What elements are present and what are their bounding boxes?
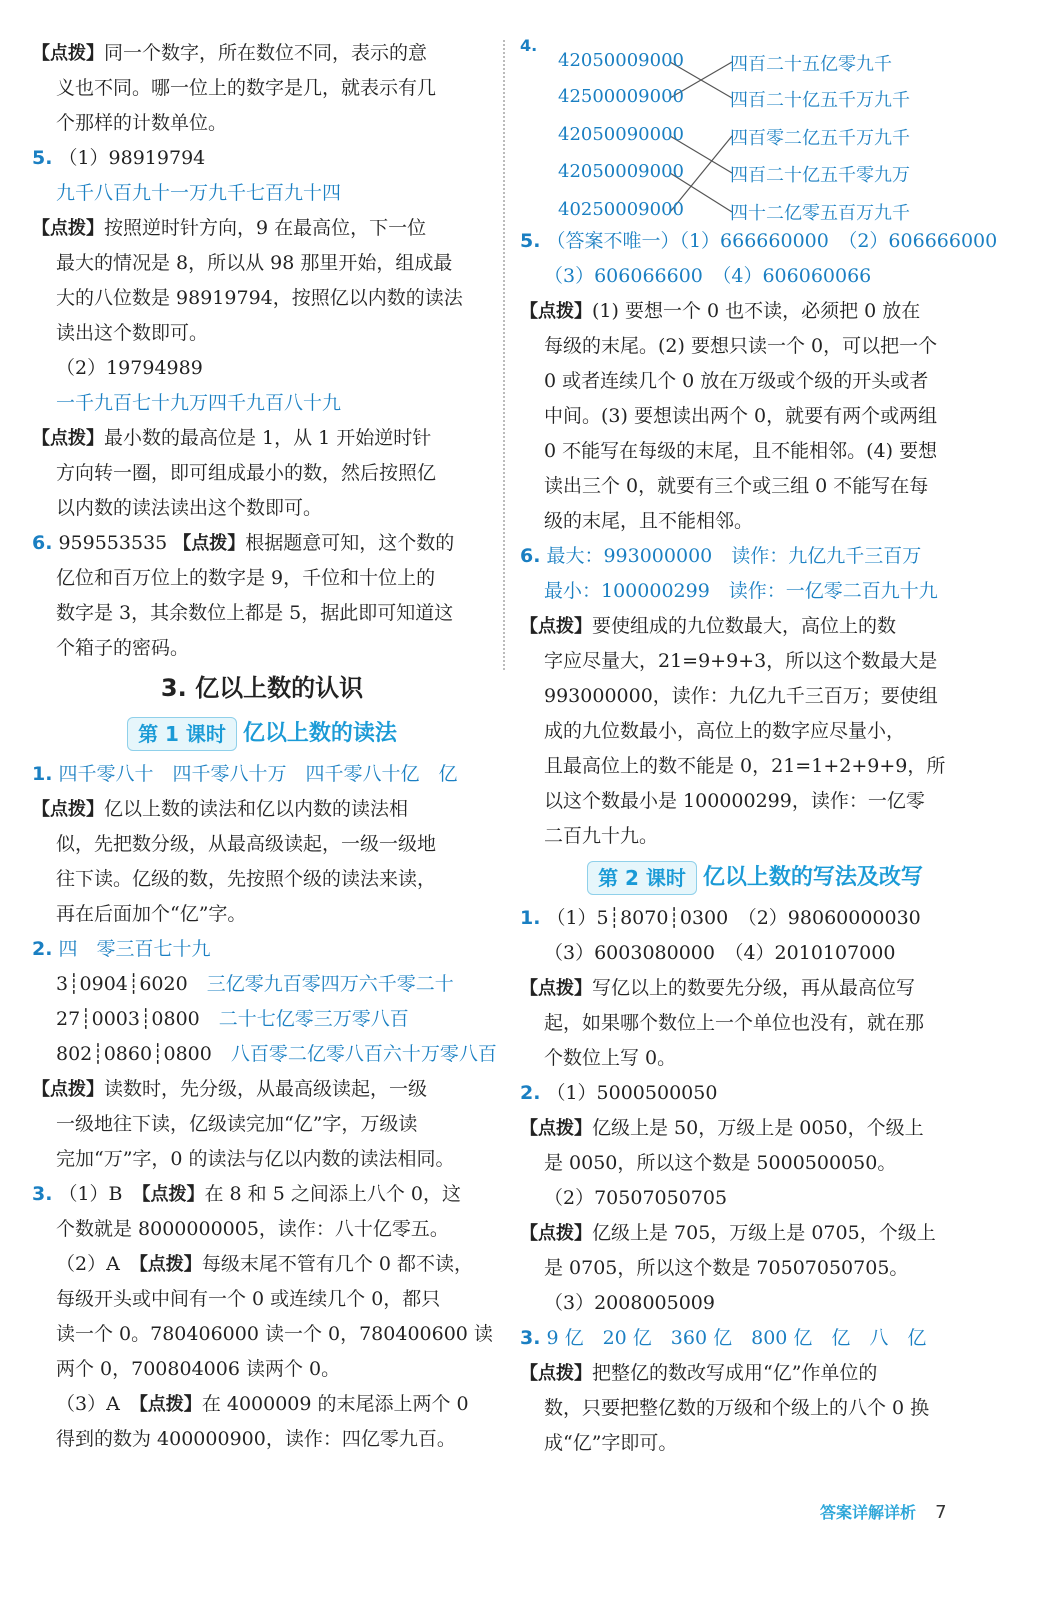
line-text: 802┊0860┊0800	[56, 1042, 231, 1065]
line-text: 最大的情况是 8，所以从 98 那里开始，组成最	[56, 252, 453, 274]
line-text: 三亿零九百零四万六千零二十	[206, 972, 454, 995]
text-line	[32, 421, 492, 456]
line-text: 方向转一圈，即可组成最小的数，然后按照亿	[56, 462, 437, 484]
line-text: 以这个数最小是 100000299，读作：一亿零	[544, 790, 925, 812]
line-text: （2）19794989	[56, 357, 203, 379]
hint-tag: 【点拨】	[32, 428, 104, 449]
line-text: （1）5000500050	[546, 1081, 718, 1104]
line-text: 把整亿的数改写成用“亿”作单位的	[592, 1361, 878, 1384]
text-line	[32, 1387, 492, 1422]
match-right-1: 四百二十五亿零九千	[730, 54, 892, 75]
line-text: 亿以上数的读法和亿以内数的读法相	[104, 797, 409, 820]
question-number: 5.	[32, 147, 53, 169]
line-text: 最小：100000299 读作：一亿零二百九十九	[544, 580, 938, 602]
line-text: 亿级上是 50，万级上是 0050，个级上	[592, 1116, 924, 1139]
text-line	[520, 539, 990, 574]
text-line	[32, 386, 492, 421]
text-line	[520, 574, 990, 609]
line-text: （3）606066600 （4）606060066	[544, 265, 872, 287]
text-line	[520, 609, 990, 644]
match-left-5: 40250009000	[558, 199, 684, 220]
hint-tag: 【点拨】	[520, 1117, 592, 1139]
line-text: 成“亿”字即可。	[544, 1431, 678, 1454]
hint-tag: 【点拨】	[520, 977, 592, 999]
match-left-2: 42500009000	[558, 86, 684, 107]
line-text: 在 8 和 5 之间添上八个 0，这	[204, 1182, 461, 1205]
line-text: 数字是 3，其余数位上都是 5，据此即可知道这	[56, 602, 454, 624]
line-text: 按照逆时针方向，9 在最高位，下一位	[104, 217, 427, 239]
line-text: 最小数的最高位是 1，从 1 开始逆时针	[104, 427, 432, 449]
text-line	[32, 1177, 492, 1212]
line-text: 读数时，先分级，从最高级读起，一级	[104, 1077, 428, 1100]
line-text: （1）98919794	[58, 147, 206, 169]
hint-tag: 【点拨】	[173, 533, 246, 554]
lesson-badge: 第 1 课时	[127, 717, 237, 751]
text-line	[32, 631, 492, 666]
text-line	[32, 456, 492, 491]
line-text: 似，先把数分级，从最高级读起，一级一级地	[56, 832, 437, 855]
text-line	[32, 1072, 492, 1107]
lesson-badge: 第 2 课时	[587, 861, 697, 895]
text-line	[32, 1422, 492, 1457]
text-line	[32, 1247, 492, 1282]
column-divider	[503, 40, 505, 670]
text-line	[32, 526, 492, 561]
text-line	[520, 1216, 990, 1251]
text-line	[520, 1146, 990, 1181]
text-line	[32, 827, 492, 862]
text-line	[520, 749, 990, 784]
text-line	[520, 1181, 990, 1216]
text-line	[32, 1037, 497, 1072]
text-line	[32, 176, 492, 211]
matching-exercise	[520, 36, 990, 224]
page-number: 7	[935, 1502, 947, 1523]
left-column	[32, 36, 497, 1457]
left-answer-block	[32, 36, 492, 666]
lesson-1-answers	[32, 757, 497, 1457]
text-line	[520, 1356, 990, 1391]
text-line	[32, 932, 492, 967]
line-text: 得到的数为 400000900，读作：四亿零九百。	[56, 1427, 456, 1450]
text-line	[32, 1212, 492, 1247]
text-line	[32, 1282, 492, 1317]
match-right-5: 四十二亿零五百万九千	[730, 203, 910, 224]
text-line	[32, 351, 492, 386]
text-line	[32, 897, 492, 932]
text-line	[32, 1002, 492, 1037]
text-line	[520, 644, 990, 679]
hint-tag: 【点拨】	[520, 1222, 592, 1244]
right-column	[520, 36, 998, 1461]
line-text: 再在后面加个“亿”字。	[56, 902, 247, 925]
text-line	[32, 281, 492, 316]
text-line	[32, 1142, 492, 1177]
line-text: 0 或者连续几个 0 放在万级或个级的开头或者	[544, 370, 929, 392]
hint-tag: 【点拨】	[32, 1078, 104, 1100]
hint-tag: 【点拨】	[138, 1253, 202, 1275]
text-line	[32, 211, 492, 246]
question-number: 2.	[32, 937, 53, 960]
line-text: 个那样的计数单位。	[56, 112, 228, 134]
hint-tag: 【点拨】	[520, 616, 592, 637]
line-text: 四千零八十 四千零八十万 四千零八十亿 亿	[58, 762, 458, 785]
section-title: 3. 亿以上数的认识	[160, 674, 364, 702]
line-text: 每级开头或中间有一个 0 或连续几个 0，都只	[56, 1287, 441, 1310]
line-text: 九千八百九十一万九千七百九十四	[56, 182, 342, 204]
line-text: （1）B	[58, 1182, 142, 1205]
lesson-title: 亿以上数的写法及改写	[702, 864, 923, 890]
line-text: 字应尽量大，21=9+9+3，所以这个数最大是	[544, 650, 938, 672]
match-right-2: 四百二十亿五千万九千	[730, 90, 910, 111]
line-text: 起，如果哪个数位上一个单位也没有，就在那	[544, 1011, 925, 1034]
line-text: 同一个数字，所在数位不同，表示的意	[104, 42, 428, 64]
text-line	[32, 561, 492, 596]
text-line	[32, 792, 492, 827]
line-text: 二百九十九。	[544, 825, 659, 847]
line-text: 27┊0003┊0800	[56, 1007, 219, 1030]
text-line	[520, 469, 990, 504]
line-text: 两个 0，700804006 读两个 0。	[56, 1357, 341, 1380]
match-right-4: 四百二十亿五千零九万	[730, 165, 910, 186]
line-text: （2）A	[56, 1252, 139, 1275]
match-left-4: 42050009000	[558, 161, 684, 182]
text-line	[520, 1391, 990, 1426]
line-text: 一级地往下读，亿级读完加“亿”字，万级读	[56, 1112, 418, 1135]
match-left-3: 42050090000	[558, 124, 684, 145]
text-line	[520, 434, 990, 469]
line-text: 写亿以上的数要先分级，再从最高位写	[592, 976, 916, 999]
match-right-3: 四百零二亿五千万九千	[730, 128, 910, 149]
text-line	[520, 1111, 990, 1146]
text-line	[32, 141, 492, 176]
text-line	[32, 1317, 492, 1352]
line-text: 是 0705，所以这个数是 70507050705。	[544, 1256, 909, 1279]
text-line	[520, 294, 990, 329]
line-text: (1) 要想一个 0 也不读，必须把 0 放在	[592, 300, 921, 322]
text-line	[520, 259, 990, 294]
line-text: （答案不唯一）（1）666660000 （2）606666000	[546, 230, 998, 252]
line-text: 完加“万”字，0 的读法与亿以内数的读法相同。	[56, 1147, 455, 1170]
line-text: 往下读。亿级的数，先按照个级的读法来读，	[56, 867, 437, 890]
line-text: 级的末尾，且不能相邻。	[544, 510, 754, 532]
line-text: 读一个 0。780406000 读一个 0，780400600 读	[56, 1322, 493, 1345]
text-line	[520, 364, 990, 399]
question-number: 3.	[32, 1182, 53, 1205]
line-text: 成的九位数最小，高位上的数字应尽量小，	[544, 720, 906, 742]
text-line	[520, 784, 990, 819]
question-number: 1.	[32, 762, 53, 785]
line-text: 9 亿 20 亿 360 亿 800 亿 亿 八 亿	[546, 1326, 927, 1349]
text-line	[520, 1286, 990, 1321]
text-line	[32, 967, 492, 1002]
hint-tag: 【点拨】	[32, 43, 104, 64]
line-text: 中间。(3) 要想读出两个 0，就要有两个或两组	[544, 405, 938, 427]
line-text: （1）5┊8070┊0300 （2）98060000030	[546, 906, 921, 929]
text-line	[520, 819, 990, 854]
text-line	[520, 1076, 990, 1111]
question-number: 5.	[520, 230, 541, 252]
line-text: 是 0050，所以这个数是 5000500050。	[544, 1151, 897, 1174]
line-text: 每级末尾不管有几个 0 都不读，	[201, 1252, 473, 1275]
line-text: 个箱子的密码。	[56, 637, 190, 659]
text-line	[32, 596, 492, 631]
line-text: 3┊0904┊6020	[56, 972, 207, 995]
hint-tag: 【点拨】	[32, 218, 104, 239]
text-line	[520, 1041, 990, 1076]
line-text: 993000000，读作：九亿九千三百万；要使组	[544, 685, 938, 707]
text-line	[32, 316, 492, 351]
text-line	[32, 862, 492, 897]
line-text: 每级的末尾。(2) 要想只读一个 0，可以把一个	[544, 335, 938, 357]
line-text: 读出三个 0，就要有三个或三组 0 不能写在每	[544, 475, 929, 497]
line-text: 最大：993000000 读作：九亿九千三百万	[546, 545, 922, 567]
text-line	[32, 36, 492, 71]
text-line	[520, 714, 990, 749]
line-text: 0 不能写在每级的末尾，且不能相邻。(4) 要想	[544, 440, 938, 462]
text-line	[520, 1006, 990, 1041]
text-line	[520, 329, 990, 364]
line-text: （2）70507050705	[544, 1186, 728, 1209]
text-line	[520, 1426, 990, 1461]
line-text: （3）6003080000 （4）2010107000	[544, 941, 896, 964]
line-text: 个数位上写 0。	[544, 1046, 677, 1069]
footer-label: 答案详解详析	[820, 1503, 917, 1522]
line-text: 个数就是 8000000005，读作：八十亿零五。	[56, 1217, 449, 1240]
text-line	[32, 757, 492, 792]
question-number: 1.	[520, 906, 541, 929]
match-left-1: 42050009000	[558, 50, 684, 71]
line-text: 读出这个数即可。	[56, 322, 209, 344]
page-footer	[820, 1500, 947, 1523]
text-line	[32, 1107, 492, 1142]
line-text: 四 零三百七十九	[58, 937, 211, 960]
line-text: 数，只要把整亿数的万级和个级上的八个 0 换	[544, 1396, 930, 1419]
text-line	[520, 901, 990, 936]
lesson-2-answers	[520, 901, 990, 1461]
line-text: 大的八位数是 98919794，按照亿以内数的读法	[56, 287, 463, 309]
text-line	[32, 71, 492, 106]
line-text: 亿位和百万位上的数字是 9，千位和十位上的	[56, 567, 436, 589]
question-number: 6.	[520, 545, 541, 567]
line-text: 二十七亿零三万零八百	[218, 1007, 409, 1030]
text-line	[520, 224, 998, 259]
text-line	[520, 504, 990, 539]
line-text: （3）A	[56, 1392, 139, 1415]
line-text: 义也不同。哪一位上的数字是几，就表示有几	[56, 77, 437, 99]
question-number: 4.	[520, 36, 538, 55]
lesson-1-header	[32, 712, 492, 755]
line-text: 且最高位上的数不能是 0，21=1+2+9+9，所	[544, 755, 946, 777]
text-line	[520, 971, 990, 1006]
text-line	[520, 1251, 990, 1286]
text-line	[32, 106, 492, 141]
question-number: 3.	[520, 1326, 541, 1349]
question-number: 6.	[32, 532, 53, 554]
hint-tag: 【点拨】	[520, 1362, 592, 1384]
lesson-2-header	[520, 856, 990, 899]
text-line	[520, 936, 990, 971]
right-answer-block	[520, 224, 998, 854]
line-text: 959553535	[58, 532, 174, 554]
hint-tag: 【点拨】	[32, 798, 104, 820]
hint-tag: 【点拨】	[520, 301, 592, 322]
text-line	[32, 246, 492, 281]
line-text: 根据题意可知，这个数的	[245, 532, 455, 554]
lesson-title: 亿以上数的读法	[242, 720, 397, 746]
hint-tag: 【点拨】	[141, 1183, 205, 1205]
line-text: 亿级上是 705，万级上是 0705，个级上	[592, 1221, 936, 1244]
hint-tag: 【点拨】	[138, 1393, 202, 1415]
text-line	[520, 1321, 990, 1356]
question-number: 2.	[520, 1081, 541, 1104]
text-line	[520, 399, 990, 434]
line-text: 以内数的读法读出这个数即可。	[56, 497, 323, 519]
text-line	[32, 1352, 492, 1387]
line-text: 一千九百七十九万四千九百八十九	[56, 392, 342, 414]
text-line	[520, 679, 990, 714]
line-text: 在 4000009 的末尾添上两个 0	[201, 1392, 469, 1415]
text-line	[32, 491, 492, 526]
line-text: 要使组成的九位数最大，高位上的数	[592, 615, 897, 637]
line-text: （3）2008005009	[544, 1291, 715, 1314]
line-text: 八百零二亿零八百六十万零八百	[230, 1042, 497, 1065]
